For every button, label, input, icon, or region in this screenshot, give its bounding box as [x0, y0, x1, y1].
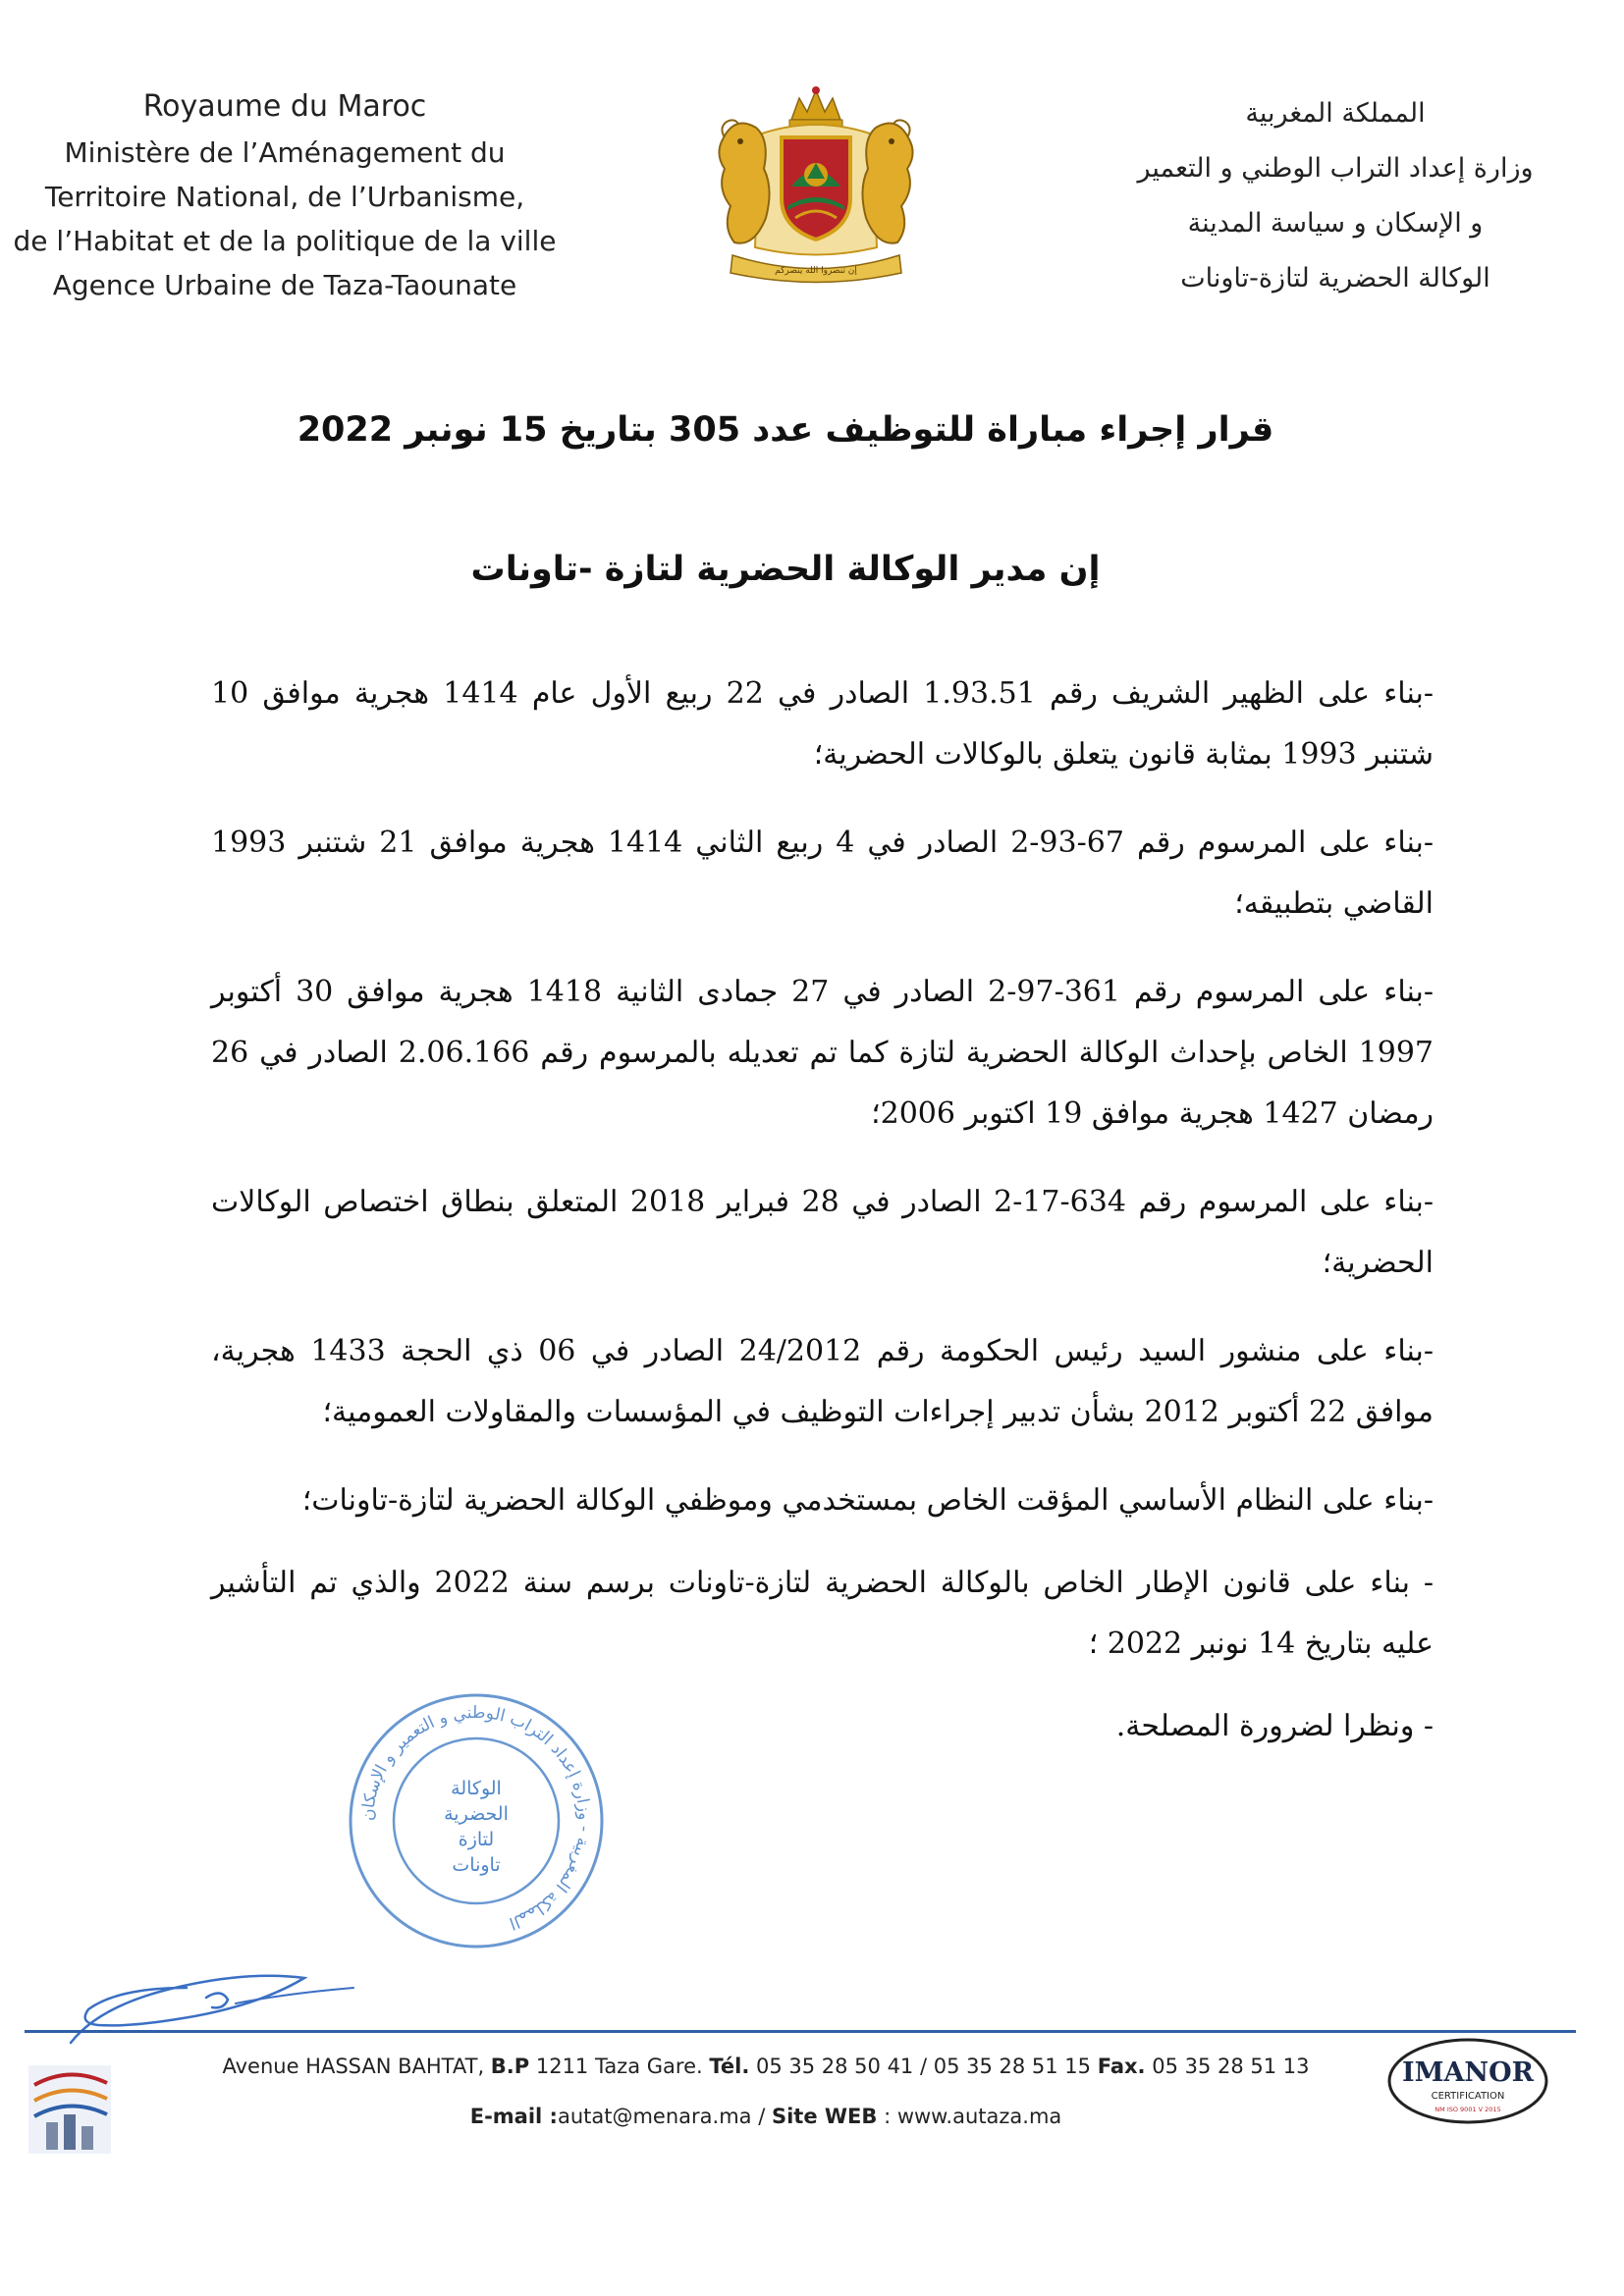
footer-divider	[25, 2030, 1576, 2033]
header-arabic	[1060, 86, 1610, 306]
header-ar-ministry-line2: و الإسكان و سياسة المدينة	[1187, 208, 1484, 239]
right-lion-icon	[862, 120, 912, 242]
header-fr-kingdom: Royaume du Maroc	[142, 89, 427, 124]
shield-icon	[782, 137, 850, 240]
footer-tel-value: 05 35 28 50 41 / 05 35 28 51 15	[749, 2055, 1098, 2078]
footer-address	[157, 2055, 1375, 2078]
agency-logo-icon	[25, 2046, 115, 2163]
footer-fax-value: 05 35 28 51 13	[1145, 2055, 1310, 2078]
imanor-standard: NM ISO 9001 V 2015	[1435, 2106, 1501, 2113]
footer-separator: /	[751, 2105, 772, 2128]
crown-icon	[789, 86, 842, 128]
stamp-inner-line3: لتازة	[458, 1829, 495, 1850]
header-ar-agency: الوكالة الحضرية لتازة-تاونات	[1180, 263, 1490, 294]
footer-bp-value: 1211 Taza Gare.	[529, 2055, 710, 2078]
footer-email-label: E-mail :	[469, 2105, 558, 2128]
header-fr-ministry-line3: de l’Habitat et de la politique de la ville	[13, 225, 557, 257]
footer-bp-label: B.P	[490, 2055, 530, 2078]
header-ar-kingdom: المملكة المغربية	[1245, 98, 1426, 129]
paragraph-decree-67: -بناء على المرسوم رقم 67-93-2 الصادر في 4 ربيع الثاني 1414 هجرية موافق 21 شتنبر 1993 القاضي بتطبيقه؛	[211, 826, 1434, 921]
header-french	[0, 84, 569, 307]
imanor-name: IMANOR	[1401, 2057, 1535, 2088]
emblem-motto: إن تنصروا الله ينصركم	[775, 266, 857, 276]
footer-email-link[interactable]: autat@menara.ma	[557, 2105, 752, 2128]
header-fr-ministry-line2: Territoire National, de l’Urbanisme,	[44, 181, 525, 213]
stamp-inner-line2: الحضرية	[444, 1803, 509, 1825]
footer-web-link[interactable]: : www.autaza.ma	[877, 2105, 1062, 2128]
official-stamp	[344, 1688, 609, 1953]
left-lion-icon	[719, 120, 769, 242]
decision-title: قرار إجراء مباراة للتوظيف عدد 305 بتاريخ 15 نونبر 2022	[297, 410, 1274, 450]
paragraph-decree-634: -بناء على المرسوم رقم 634-17-2 الصادر في 28 فبراير 2018 المتعلق بنطاق اختصاص الوكالات الحضرية؛	[211, 1185, 1434, 1280]
paragraph-necessity: - ونظرا لضرورة المصلحة.	[1115, 1709, 1434, 1743]
motto-ribbon	[731, 255, 901, 283]
coat-of-arms-emblem	[705, 80, 927, 287]
paragraph-circular: -بناء على منشور السيد رئيس الحكومة رقم 24/2012 الصادر في 06 ذي الحجة 1433 هجرية، موافق 22 أكتوبر 2012 بشأن تدبير إجراءات التوظيف في المؤسسات والمقاولات العمومية؛	[211, 1334, 1435, 1429]
footer-contact	[157, 2105, 1375, 2128]
stamp-inner-line1: الوكالة	[451, 1778, 502, 1799]
footer-street: Avenue HASSAN BAHTAT,	[222, 2055, 491, 2078]
header-fr-agency: Agence Urbaine de Taza-Taounate	[52, 269, 517, 301]
paragraph-decree-361: -بناء على المرسوم رقم 361-97-2 الصادر في 27 جمادى الثانية 1418 هجرية موافق 30 أكتوبر 1997 الخاص بإحداث الوكالة الحضرية لتازة كما تم تعديله بالمرسوم رقم 2.06.166 الصادر في 26 رمضان 1427 هجرية موافق 19 اكتوبر 2006؛	[211, 975, 1435, 1131]
stamp-outer-text: المملكة المغربية - وزارة إعداد التراب الوطني و التعمير و الإسكان	[357, 1702, 595, 1934]
imanor-cert: CERTIFICATION	[1431, 2091, 1505, 2102]
paragraph-dahir: -بناء على الظهير الشريف رقم 1.93.51 الصادر في 22 ربيع الأول عام 1414 هجرية موافق 10 شتنبر 1993 بمثابة قانون يتعلق بالوكالات الحضرية؛	[211, 676, 1434, 772]
director-heading: إن مدير الوكالة الحضرية لتازة -تاونات	[470, 550, 1101, 589]
decision-body	[211, 664, 1434, 1785]
footer-tel-label: Tél.	[709, 2055, 750, 2078]
paragraph-framework: - بناء على قانون الإطار الخاص بالوكالة الحضرية لتازة-تاونات برسم سنة 2022 والذي تم التأشير عليه بتاريخ 14 نونبر 2022 ؛	[211, 1566, 1434, 1661]
stamp-inner-line4: تاونات	[452, 1854, 501, 1876]
paragraph-statute: -بناء على النظام الأساسي المؤقت الخاص بمستخدمي وموظفي الوكالة الحضرية لتازة-تاونات؛	[301, 1483, 1434, 1518]
header-ar-ministry-line1: وزارة إعداد التراب الوطني و التعمير	[1137, 153, 1534, 184]
imanor-certification-logo	[1384, 2034, 1551, 2127]
handwritten-signature	[59, 1949, 373, 2056]
footer-fax-label: Fax.	[1097, 2055, 1146, 2078]
footer-web-label: Site WEB	[771, 2105, 878, 2128]
header-fr-ministry-line1: Ministère de l’Aménagement du	[64, 136, 506, 169]
